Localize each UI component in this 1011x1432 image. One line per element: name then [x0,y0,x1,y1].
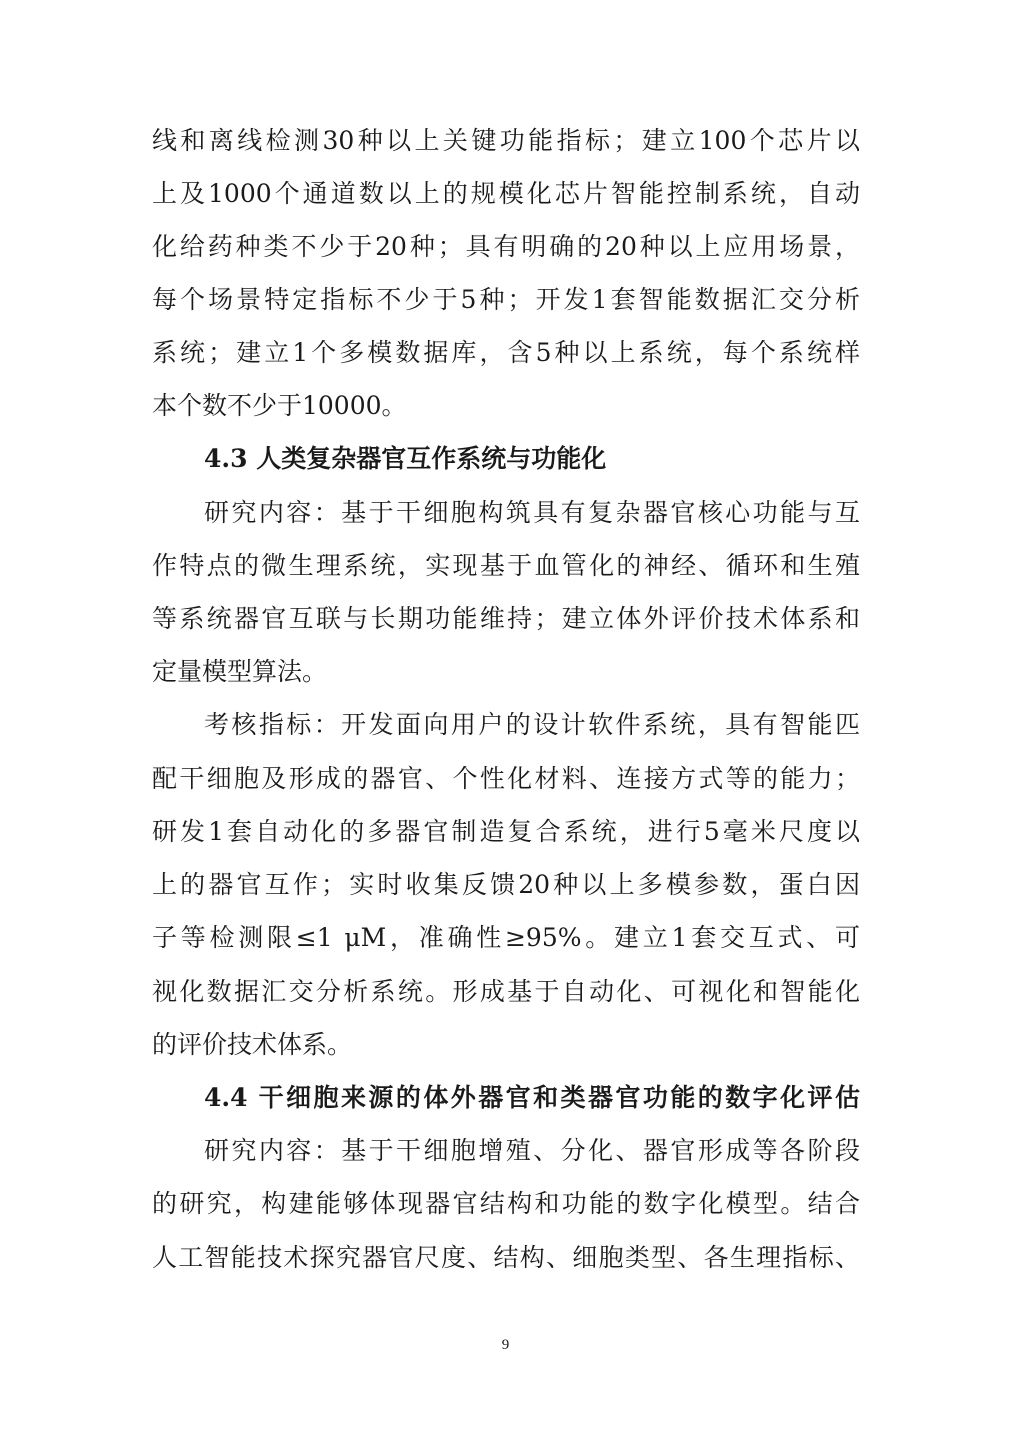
research-content-line: 作特点的微生理系统，实现基于血管化的神经、循环和生殖 [152,551,860,580]
research-content-line: 人工智能技术探究器官尺度、结构、细胞类型、各生理指标、 [152,1243,860,1272]
assessment-line: 视化数据汇交分析系统。形成基于自动化、可视化和智能化 [152,977,860,1006]
page-number: 9 [501,1337,510,1353]
assessment-line: 考核指标：开发面向用户的设计软件系统，具有智能匹 [204,710,860,739]
research-content-line: 等系统器官互联与长期功能维持；建立体外评价技术体系和 [152,604,860,633]
research-content-line: 研究内容：基于干细胞构筑具有复杂器官核心功能与互 [204,498,860,527]
section-heading-4-4: 4.4 干细胞来源的体外器官和类器官功能的数字化评估 [204,1083,860,1112]
section-heading-4-3: 4.3 人类复杂器官互作系统与功能化 [204,444,607,473]
assessment-line: 的评价技术体系。 [152,1030,353,1059]
body-text-line: 每个场景特定指标不少于5种；开发1套智能数据汇交分析 [152,285,860,314]
research-content-line: 的研究，构建能够体现器官结构和功能的数字化模型。结合 [152,1189,860,1218]
assessment-line: 配干细胞及形成的器官、个性化材料、连接方式等的能力； [152,764,860,793]
body-text-line: 化给药种类不少于20种；具有明确的20种以上应用场景， [152,232,860,261]
body-text-line: 本个数不少于10000。 [152,391,407,420]
research-content-line: 定量模型算法。 [152,657,328,686]
body-text-line: 系统；建立1个多模数据库，含5种以上系统，每个系统样 [152,338,860,367]
body-text-line: 线和离线检测30种以上关键功能指标；建立100个芯片以 [152,126,860,155]
assessment-line: 子等检测限≤1 μM，准确性≥95%。建立1套交互式、可 [152,923,860,952]
research-content-line: 研究内容：基于干细胞增殖、分化、器官形成等各阶段 [204,1136,860,1165]
assessment-line: 上的器官互作；实时收集反馈20种以上多模参数，蛋白因 [152,870,860,899]
body-text-line: 上及1000个通道数以上的规模化芯片智能控制系统，自动 [152,179,860,208]
assessment-line: 研发1套自动化的多器官制造复合系统，进行5毫米尺度以 [152,817,860,846]
